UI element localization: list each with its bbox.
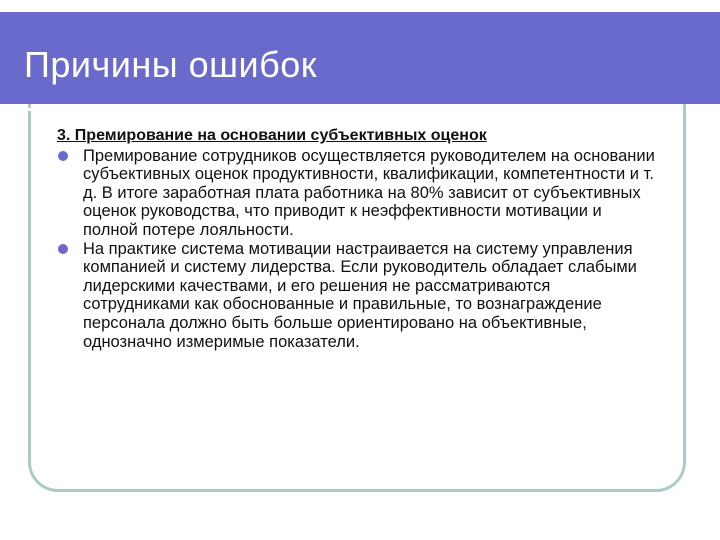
- title-bar-cap: [680, 12, 720, 104]
- bullet-item: [57, 240, 657, 352]
- bullet-dot-icon: [58, 151, 68, 161]
- bullet-text: Премирование сотрудников осуществляется руководителем на основании субъективных оценок продуктивности, квалификации, компетентности и т. д. В итоге заработная плата работника на 80% зависит от субъективных оценок руководства, что приводит к неэффективности мотивации и полной потере лояльности.: [83, 146, 655, 239]
- bullet-dot-icon: [58, 244, 68, 254]
- bullet-item: [57, 147, 657, 240]
- section-heading: 3. Премирование на основании субъективных оценок: [57, 127, 487, 144]
- title-underline: [0, 108, 636, 111]
- slide-content: [57, 127, 657, 351]
- bullet-text: На практике система мотивации настраивается на систему управления компанией и систему лидерства. Если руководитель обладает слабыми лидерскими качествами, и его решения не рассматриваются сотрудниками как обоснованные и правильные, то вознаграждение персонала должно быть больше ориентировано на объективные, однозначно измеримые показатели.: [83, 239, 637, 351]
- title-bar: [0, 12, 720, 104]
- slide-title: Причины ошибок: [24, 44, 318, 85]
